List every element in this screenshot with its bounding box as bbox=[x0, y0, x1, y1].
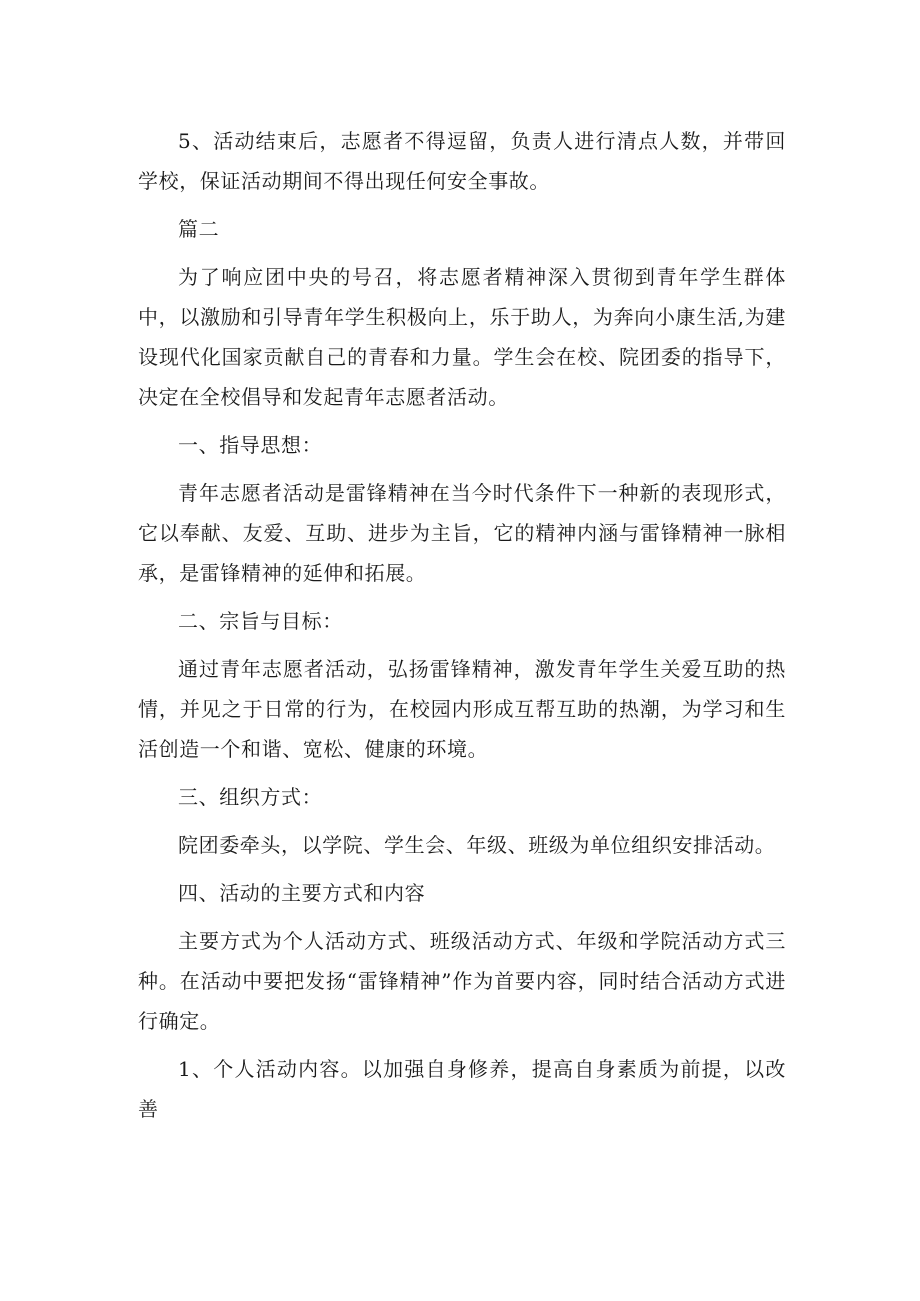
heading-activity-methods: 四、活动的主要方式和内容 bbox=[178, 881, 426, 905]
heading-organization: 三、组织方式： bbox=[178, 785, 323, 809]
heading-purpose-goals: 二、宗旨与目标： bbox=[178, 609, 343, 633]
section-heading-part-two: 篇二 bbox=[178, 217, 220, 241]
paragraph-guiding-ideology: 青年志愿者活动是雷锋精神在当今时代条件下一种新的表现形式，它以奉献、友爱、互助、进步为主旨，它的精神内涵与雷锋精神一脉相承，是雷锋精神的延伸和拓展。 bbox=[138, 481, 786, 585]
paragraph-organization: 院团委牵头，以学院、学生会、年级、班级为单位组织安排活动。 bbox=[178, 833, 776, 857]
paragraph-activity-methods: 主要方式为个人活动方式、班级活动方式、年级和学院活动方式三种。在活动中要把发扬“雷锋精神”作为首要内容，同时结合活动方式进行确定。 bbox=[138, 929, 786, 1033]
paragraph-purpose-goals: 通过青年志愿者活动，弘扬雷锋精神，激发青年学生关爱互助的热情，并见之于日常的行为，在校园内形成互帮互助的热潮，为学习和生活创造一个和谐、宽松、健康的环境。 bbox=[138, 657, 786, 761]
document-body bbox=[138, 121, 786, 1137]
paragraph-personal-activity: 1、个人活动内容。以加强自身修养，提高自身素质为前提，以改善 bbox=[138, 1057, 786, 1121]
paragraph-introduction: 为了响应团中央的号召，将志愿者精神深入贯彻到青年学生群体中，以激励和引导青年学生积极向上，乐于助人，为奔向小康生活,为建设现代化国家贡献自己的青春和力量。学生会在校、院团委的指导下，决定在全校倡导和发起青年志愿者活动。 bbox=[138, 265, 786, 409]
heading-guiding-ideology: 一、指导思想： bbox=[178, 433, 323, 457]
paragraph-item-5-closing: 5、活动结束后，志愿者不得逗留，负责人进行清点人数，并带回学校，保证活动期间不得出现任何安全事故。 bbox=[138, 129, 786, 193]
